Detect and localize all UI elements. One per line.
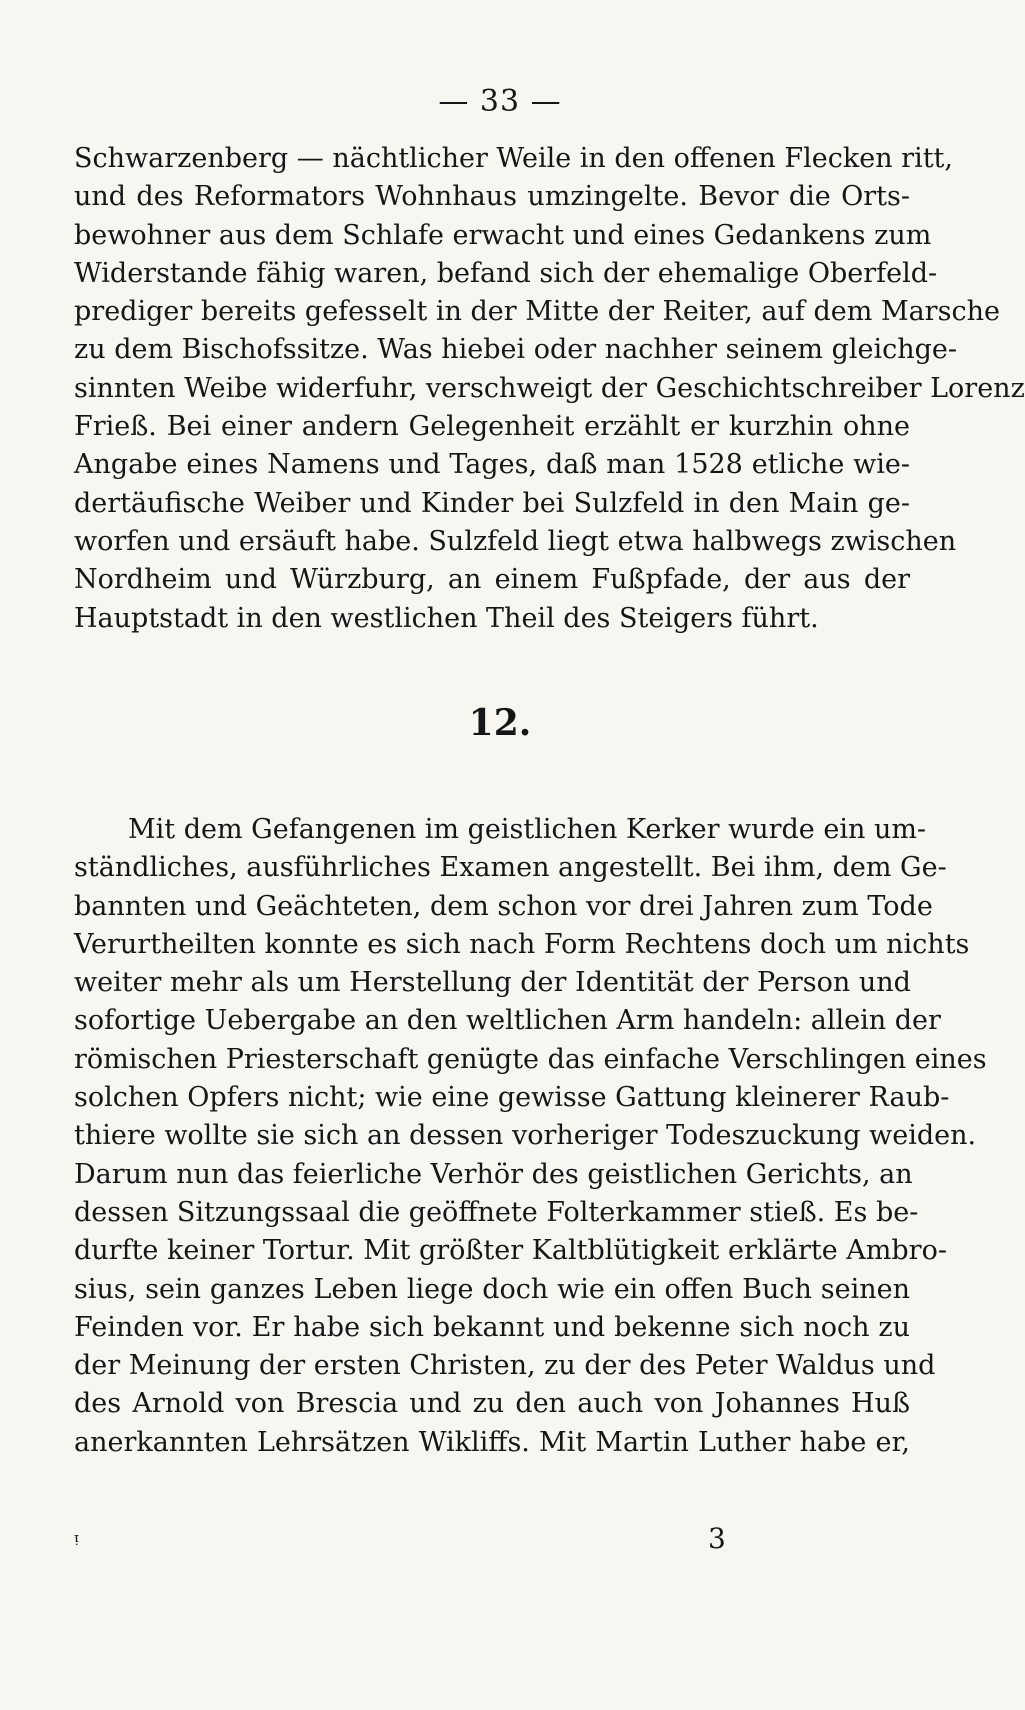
- text-line: zu dem Bischofssitze. Was hiebei oder nachher seinem gleichge-: [74, 334, 958, 366]
- text-line: römischen Priesterschaft genügte das einfache Verschlingen eines: [74, 1043, 987, 1075]
- text-line: sofortige Uebergabe an den weltlichen Arm handeln: allein der: [74, 1005, 941, 1037]
- text-line: Hauptstadt in den westlichen Theil des Steigers führt.: [74, 602, 819, 634]
- text-line: thiere wollte sie sich an dessen vorheriger Todeszuckung weiden.: [74, 1120, 977, 1152]
- text-line: dessen Sitzungssaal die geöffnete Folterkammer stieß. Es be-: [74, 1196, 919, 1228]
- text-line: sinnten Weibe widerfuhr, verschweigt der Geschichtschreiber Lorenz: [74, 372, 1025, 404]
- text-line: bannten und Geächteten, dem schon vor drei Jahren zum Tode: [74, 890, 933, 922]
- paragraph-continued: [74, 140, 1025, 638]
- text-line: prediger bereits gefesselt in der Mitte der Reiter, auf dem Marsche: [74, 296, 1000, 328]
- text-line: ständliches, ausführliches Examen angestellt. Bei ihm, dem Ge-: [74, 852, 947, 884]
- text-line: anerkannten Lehrsätzen Wikliffs. Mit Martin Luther habe er,: [74, 1426, 910, 1458]
- text-line: Frieß. Bei einer andern Gelegenheit erzählt er kurzhin ohne: [74, 411, 910, 443]
- paragraph-section-12: [74, 811, 987, 1462]
- text-line: Mit dem Gefangenen im geistlichen Kerker wurde ein um-: [128, 814, 927, 845]
- text-line: Verurtheilten konnte es sich nach Form Rechtens doch um nichts: [74, 928, 970, 960]
- text-line: weiter mehr als um Herstellung der Identität der Person und: [74, 967, 911, 999]
- text-line: Widerstande fähig waren, befand sich der ehemalige Oberfeld-: [74, 257, 938, 289]
- text-line: solchen Opfers nicht; wie eine gewisse Gattung kleinerer Raub-: [74, 1082, 950, 1114]
- text-line: der Meinung der ersten Christen, zu der des Peter Waldus und: [74, 1350, 936, 1382]
- text-line: Feinden vor. Er habe sich bekannt und bekenne sich noch zu: [74, 1311, 910, 1343]
- text-line: sius, sein ganzes Leben liege doch wie ein offen Buch seinen: [74, 1273, 910, 1305]
- text-line: Angabe eines Namens und Tages, daß man 1528 etliche wie-: [74, 449, 910, 481]
- text-line: durfte keiner Tortur. Mit größter Kaltblütigkeit erklärte Ambro-: [74, 1235, 947, 1267]
- text-line: Nordheim und Würzburg, an einem Fußpfade, der aus der: [74, 564, 910, 596]
- text-line: und des Reformators Wohnhaus umzingelte. Bevor die Orts-: [74, 181, 910, 213]
- text-line: Darum nun das feierliche Verhör des geistlichen Gerichts, an: [74, 1158, 913, 1190]
- text-line: worfen und ersäuft habe. Sulzfeld liegt etwa halbwegs zwischen: [74, 525, 957, 557]
- text-line: Schwarzenberg — nächtlicher Weile in den offenen Flecken ritt,: [74, 143, 953, 174]
- text-line: bewohner aus dem Schlafe erwacht und eines Gedankens zum: [74, 219, 932, 251]
- text-line: dertäufische Weiber und Kinder bei Sulzfeld in den Main ge-: [74, 487, 910, 519]
- text-line: des Arnold von Brescia und zu den auch von Johannes Huß: [74, 1388, 910, 1420]
- page-header: — 33 —: [438, 84, 562, 119]
- printer-signature-mark: ᵎ: [74, 1528, 79, 1556]
- section-heading: 12.: [468, 702, 532, 744]
- signature-number: 3: [708, 1522, 726, 1555]
